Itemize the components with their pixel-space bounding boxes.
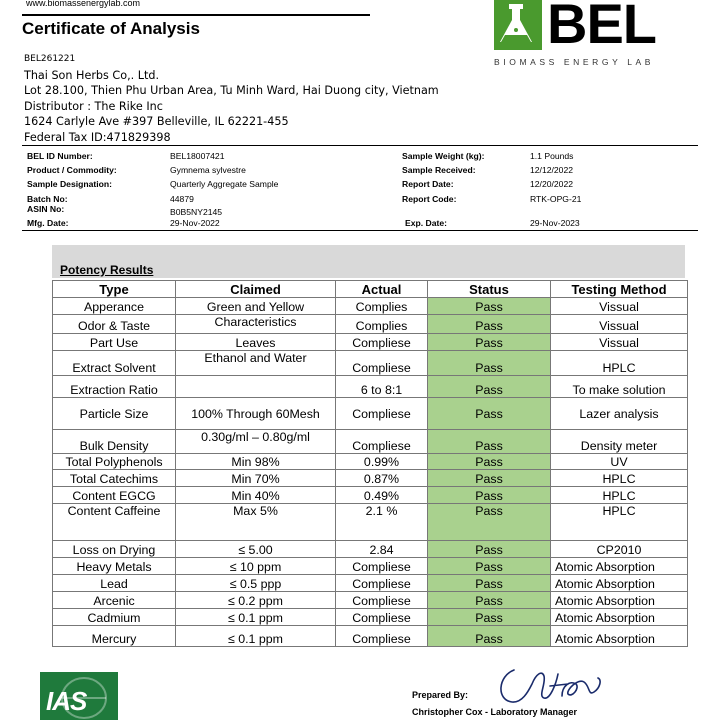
designation-value: Quarterly Aggregate Sample [170,179,279,189]
method-cell: Lazer analysis [551,398,688,430]
status-cell: Pass [428,609,551,626]
claimed-cell: Min 70% [176,470,336,487]
method-cell: HPLC [551,351,688,376]
distributor-address: 1624 Carlyle Ave #397 Belleville, IL 62221-455 [24,115,289,129]
table-row [53,298,688,315]
method-cell: Vissual [551,315,688,334]
method-cell: Atomic Absorption [551,575,688,592]
table-row [53,351,688,376]
table-row [53,430,688,454]
type-cell: Particle Size [53,398,176,430]
bel-id-value: BEL18007421 [170,151,225,161]
claimed-cell: ≤ 0.5 ppp [176,575,336,592]
col-method-header: Testing Method [551,281,688,298]
type-cell: Content Caffeine [53,504,176,541]
status-cell: Pass [428,558,551,575]
type-cell: Content EGCG [53,487,176,504]
method-cell: Vissual [551,298,688,315]
method-cell: Vissual [551,334,688,351]
actual-cell: Complies [336,298,428,315]
potency-results-table [52,280,688,647]
title-rule [22,14,370,16]
table-row [53,470,688,487]
actual-cell: Compliese [336,609,428,626]
table-row [53,376,688,398]
table-row [53,504,688,541]
mfg-date-label: Mfg. Date: [27,218,69,228]
distributor: Distributor : The Rike Inc [24,99,163,113]
federal-tax-id: Federal Tax ID:471829398 [24,130,171,144]
actual-cell: 0.87% [336,470,428,487]
info-top-rule [22,145,698,146]
claimed-cell: 100% Through 60Mesh [176,398,336,430]
status-cell: Pass [428,541,551,558]
claimed-cell: Characteristics [176,315,336,334]
claimed-cell: Min 98% [176,454,336,470]
sample-weight-label: Sample Weight (kg): [402,151,485,161]
signature-icon [492,662,612,708]
sample-received-value: 12/12/2022 [530,165,574,175]
table-row [53,315,688,334]
product-value: Gymnema sylvestre [170,165,246,175]
status-cell: Pass [428,575,551,592]
table-row [53,609,688,626]
asin-value: B0B5NY2145 [170,207,223,217]
prepared-by-label: Prepared By: [412,690,469,700]
client-company: Thai Son Herbs Co,. Ltd. [24,68,160,82]
status-cell: Pass [428,430,551,454]
ias-logo-text: IAS [46,686,87,716]
table-row [53,558,688,575]
method-cell: To make solution [551,376,688,398]
col-status-header: Status [428,281,551,298]
table-row [53,398,688,430]
actual-cell: 0.49% [336,487,428,504]
method-cell: Atomic Absorption [551,609,688,626]
claimed-cell: ≤ 0.1 ppm [176,626,336,647]
table-row [53,334,688,351]
signer-name: Christopher Cox - Laboratory Manager [412,707,578,717]
type-cell: Arcenic [53,592,176,609]
status-cell: Pass [428,454,551,470]
actual-cell: Compliese [336,575,428,592]
claimed-cell [176,376,336,398]
sample-received-label: Sample Received: [402,165,476,175]
type-cell: Total Catechims [53,470,176,487]
table-header-row [53,281,688,298]
type-cell: Extraction Ratio [53,376,176,398]
exp-date-label: Exp. Date: [405,218,448,228]
status-cell: Pass [428,504,551,541]
report-date-value: 12/20/2022 [530,179,574,189]
type-cell: Apperance [53,298,176,315]
status-cell: Pass [428,592,551,609]
status-cell: Pass [428,351,551,376]
type-cell: Extract Solvent [53,351,176,376]
report-date-label: Report Date: [402,179,454,189]
table-row [53,575,688,592]
col-claimed-header: Claimed [176,281,336,298]
type-cell: Heavy Metals [53,558,176,575]
actual-cell: 2.84 [336,541,428,558]
type-cell: Part Use [53,334,176,351]
type-cell: Bulk Density [53,430,176,454]
status-cell: Pass [428,315,551,334]
method-cell: UV [551,454,688,470]
status-cell: Pass [428,298,551,315]
actual-cell: Compliese [336,430,428,454]
website-url[interactable]: www.biomassenergylab.com [26,0,141,8]
bel-logo-text: BEL [547,0,656,55]
potency-results-heading: Potency Results [60,263,154,277]
table-row [53,626,688,647]
method-cell: Atomic Absorption [551,592,688,609]
method-cell: CP2010 [551,541,688,558]
claimed-cell: ≤ 5.00 [176,541,336,558]
bel-logo-subtitle: BIOMASS ENERGY LAB [494,57,655,67]
status-cell: Pass [428,626,551,647]
ias-accreditation-logo [40,672,118,720]
claimed-cell: Max 5% [176,504,336,541]
document-title: Certificate of Analysis [22,19,200,38]
table-row [53,541,688,558]
reference-number: BEL261221 [24,54,76,64]
method-cell: Atomic Absorption [551,558,688,575]
actual-cell: Compliese [336,351,428,376]
type-cell: Mercury [53,626,176,647]
method-cell: Atomic Absorption [551,626,688,647]
actual-cell: Compliese [336,334,428,351]
claimed-cell: Leaves [176,334,336,351]
claimed-cell: 0.30g/ml – 0.80g/ml [176,430,336,454]
status-cell: Pass [428,487,551,504]
table-row [53,454,688,470]
exp-date-value: 29-Nov-2023 [530,218,580,228]
actual-cell: 6 to 8:1 [336,376,428,398]
client-address-block [24,52,439,146]
actual-cell: Compliese [336,558,428,575]
actual-cell: Compliese [336,398,428,430]
status-cell: Pass [428,398,551,430]
designation-label: Sample Designation: [27,179,112,189]
claimed-cell: Green and Yellow [176,298,336,315]
asin-label: ASIN No: [27,204,65,214]
batch-label: Batch No: [27,194,68,204]
actual-cell: Compliese [336,626,428,647]
actual-cell: Compliese [336,592,428,609]
method-cell: HPLC [551,504,688,541]
type-cell: Cadmium [53,609,176,626]
claimed-cell: ≤ 0.2 ppm [176,592,336,609]
claimed-cell: Min 40% [176,487,336,504]
info-bottom-rule [22,230,698,231]
type-cell: Lead [53,575,176,592]
status-cell: Pass [428,470,551,487]
actual-cell: Complies [336,315,428,334]
col-type-header: Type [53,281,176,298]
claimed-cell: Ethanol and Water [176,351,336,376]
status-cell: Pass [428,376,551,398]
client-address: Lot 28.100, Thien Phu Urban Area, Tu Minh Ward, Hai Duong city, Vietnam [24,84,439,98]
report-code-label: Report Code: [402,194,457,204]
method-cell: Density meter [551,430,688,454]
table-row [53,487,688,504]
flask-logo-icon [494,0,542,50]
method-cell: HPLC [551,470,688,487]
table-row [53,592,688,609]
batch-value: 44879 [170,194,194,204]
method-cell: HPLC [551,487,688,504]
type-cell: Odor & Taste [53,315,176,334]
type-cell: Loss on Drying [53,541,176,558]
report-code-value: RTK-OPG-21 [530,194,582,204]
product-label: Product / Commodity: [27,165,117,175]
actual-cell: 2.1 % [336,504,428,541]
claimed-cell: ≤ 10 ppm [176,558,336,575]
mfg-date-value: 29-Nov-2022 [170,218,220,228]
type-cell: Total Polyphenols [53,454,176,470]
claimed-cell: ≤ 0.1 ppm [176,609,336,626]
actual-cell: 0.99% [336,454,428,470]
bel-id-label: BEL ID Number: [27,151,93,161]
status-cell: Pass [428,334,551,351]
sample-weight-value: 1.1 Pounds [530,151,574,161]
col-actual-header: Actual [336,281,428,298]
